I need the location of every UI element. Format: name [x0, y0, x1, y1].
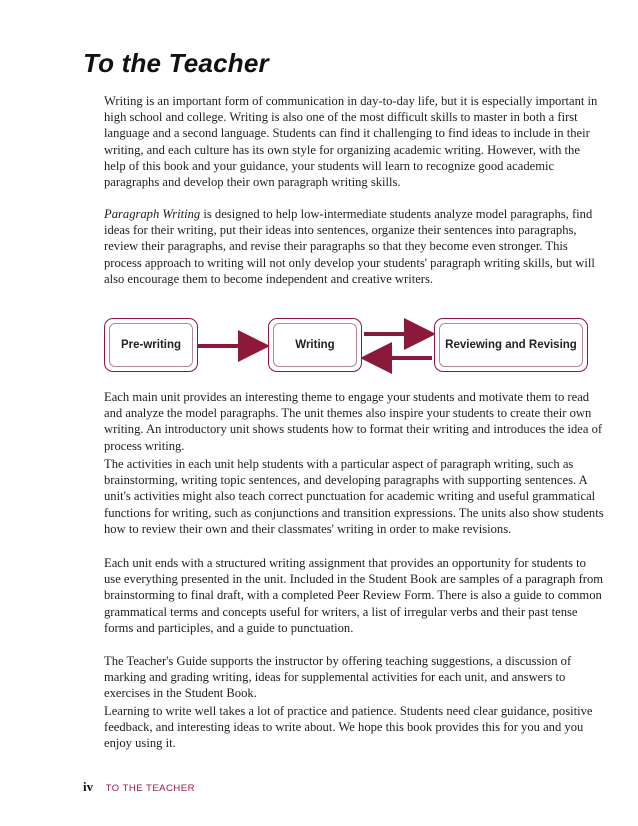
step-label: Reviewing and Revising — [445, 339, 577, 351]
book-title-italic: Paragraph Writing — [104, 207, 201, 221]
page-number: iv — [83, 779, 94, 794]
step-label: Writing — [295, 339, 335, 351]
paragraph-text: is designed to help low-intermediate students analyze model paragraphs, find ideas for their writing, put their ideas into sentences, organize their sentences into paragraphs, review their paragraphs, and revise their paragraphs so that they become even stronger. This process approach to writing will not only develop your students' paragraph writing skills, but will also encourage them to become independent and creative writers. — [104, 207, 595, 286]
step-reviewing-box — [434, 318, 588, 372]
paragraph-text: Each unit ends with a structured writing assignment that provides an opportunity for students to use everything presented in the unit. Included in the Student Book are samples of a paragraph from brainstorming to final draft, with a completed Peer Review Form. There is also a guide to common grammatical terms and concepts useful for writers, a list of irregular verbs and their past tense forms and participles, and a guide to punctuation. — [104, 556, 604, 635]
paragraph-text: The Teacher's Guide supports the instructor by offering teaching suggestions, a discussion of marking and grading writing, ideas for supplemental activities for each unit, and answers to exercises in the Student Book. — [104, 654, 572, 701]
page-title: To the Teacher — [83, 48, 269, 78]
step-writing-box — [268, 318, 362, 372]
paragraph-text: Each main unit provides an interesting theme to engage your students and motivate them to read and analyze the model paragraphs. The unit themes also inspire your students to create their own writing. An introductory unit shows students how to format their writing and introduces the idea of process writing. — [104, 390, 603, 453]
closing-paragraph — [104, 703, 604, 752]
assignment-paragraph — [104, 555, 604, 636]
paragraph-text: Learning to write well takes a lot of practice and patience. Students need clear guidance, positive feedback, and interesting ideas to write about. We hope this book provides this for you and you enjoy using it. — [104, 704, 593, 751]
units-paragraph — [104, 389, 604, 454]
paragraph-text: The activities in each unit help students with a particular aspect of paragraph writing, such as brainstorming, writing topic sentences, and developing paragraphs with supporting sentences. A unit's activities might also teach correct punctuation for academic writing and useful grammatical functions for writing, such as conjunctions and transition expressions. The units also show students how to review their own and their classmates' writing in order to make revisions. — [104, 457, 604, 536]
page-footer — [83, 778, 195, 796]
teachers-guide-paragraph — [104, 653, 604, 702]
section-label: TO THE TEACHER — [105, 783, 195, 794]
paragraph-text: Writing is an important form of communication in day-to-day life, but it is especially important in high school and college. Writing is also one of the most difficult skills to master in both a first language and a second language. Students can find it challenging to find ideas to include in their writing, and each culture has its own style for organizing academic writing. However, with the help of this book and your guidance, your students will learn to recognize good academic paragraphs and develop their own paragraph writing skills. — [104, 94, 598, 190]
activities-paragraph — [104, 456, 604, 537]
step-label: Pre-writing — [120, 339, 182, 351]
step-prewriting-box — [104, 318, 198, 372]
